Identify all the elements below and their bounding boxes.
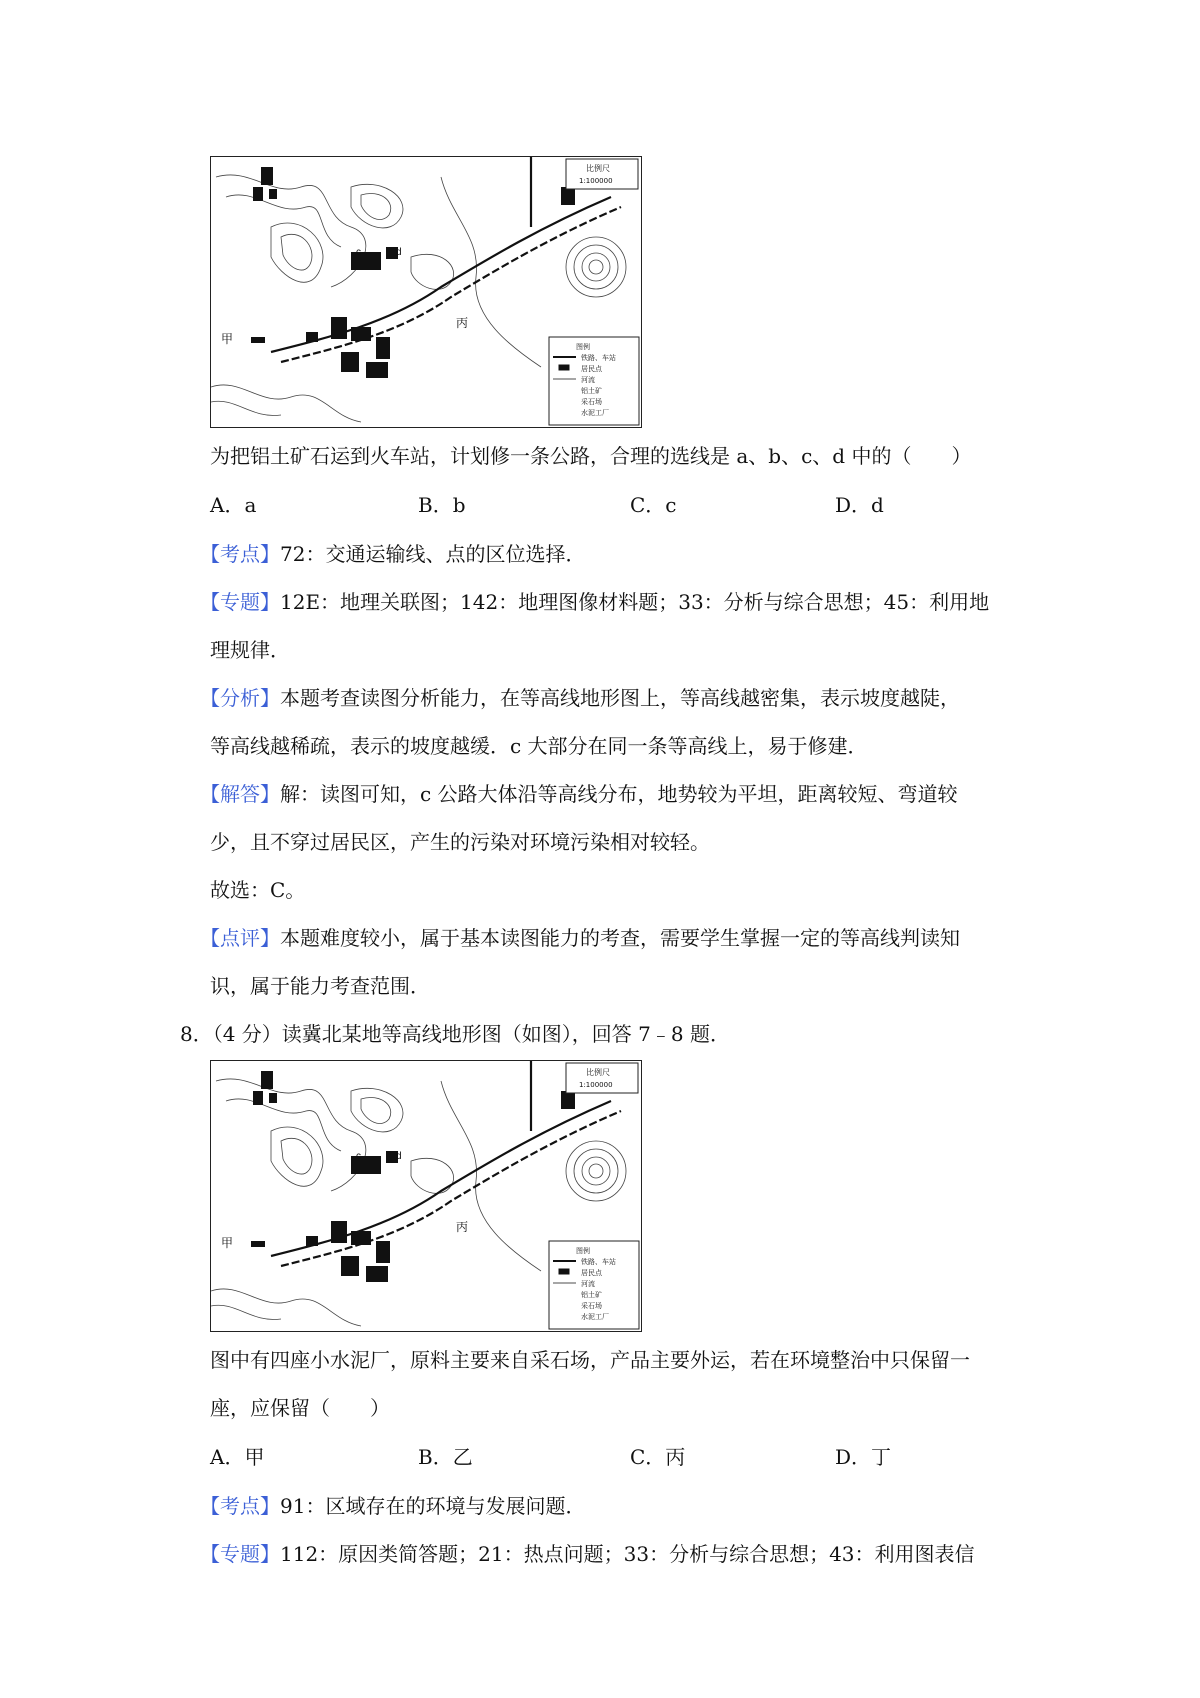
q8-kaodian-tag: 考点 <box>220 1494 260 1518</box>
q8-kaodian-text: 91：区域存在的环境与发展问题． <box>280 1494 586 1518</box>
map-label-jia: 甲 <box>221 332 234 346</box>
q8-header: 8．（4 分）读冀北某地等高线地形图（如图），回答 7﹣8 题． <box>180 1022 730 1046</box>
legend-title: 图例 <box>576 343 590 351</box>
q8-zhuanti-text: 112：原因类简答题；21：热点问题；33：分析与综合思想；43：利用图表信 <box>280 1542 975 1566</box>
q7-option-d[interactable]: D．d <box>835 493 884 517</box>
map2-label-jia: 甲 <box>221 1236 234 1250</box>
q8-zhuanti: 【专题】112：原因类简答题；21：热点问题；33：分析与综合思想；43：利用图表信 <box>200 1542 975 1566</box>
q7-dianping-cont: 识，属于能力考查范围． <box>210 974 430 998</box>
map2-label-c: c <box>356 1151 361 1162</box>
jieda-text: 解：读图可知，c 公路大体沿等高线分布，地势较为平坦，距离较短、弯道较 <box>280 782 958 806</box>
legend2-settlement: 居民点 <box>581 1269 602 1277</box>
legend-bauxite: 铝土矿 <box>581 387 602 395</box>
map-label-bing: 丙 <box>456 316 469 330</box>
map2-scale-label: 比例尺 <box>586 1068 610 1077</box>
q7-zhuanti-cont: 理规律． <box>210 638 290 662</box>
q8-option-d[interactable]: D．丁 <box>835 1445 892 1469</box>
legend-river: 河流 <box>581 376 595 384</box>
kaodian-tag: 考点 <box>220 542 260 566</box>
contour-map-figure-2 <box>210 1060 642 1332</box>
q7-jieda: 【解答】解：读图可知，c 公路大体沿等高线分布，地势较为平坦，距离较短、弯道较 <box>200 782 958 806</box>
q8-option-b[interactable]: B．乙 <box>418 1445 473 1469</box>
legend2-river: 河流 <box>581 1280 595 1288</box>
zhuanti-tag: 专题 <box>220 590 260 614</box>
legend2-title: 图例 <box>576 1247 590 1255</box>
legend-railway: 铁路、车站 <box>581 354 616 362</box>
legend2-bauxite: 铝土矿 <box>581 1291 602 1299</box>
q8-kaodian: 【考点】91：区域存在的环境与发展问题． <box>200 1494 586 1518</box>
q7-question: 为把铝土矿石运到火车站，计划修一条公路，合理的选线是 a、b、c、d 中的（ ） <box>210 444 972 468</box>
q7-option-b[interactable]: B．b <box>418 493 466 517</box>
q8-question: 图中有四座小水泥厂，原料主要来自采石场，产品主要外运，若在环境整治中只保留一 <box>210 1348 970 1372</box>
q8-question-cont: 座，应保留（ ） <box>210 1396 390 1420</box>
map-scale-value: 1:100000 <box>579 177 613 185</box>
map-label-c: c <box>356 247 361 258</box>
map2-label-d: d <box>396 1151 402 1162</box>
map-scale-label: 比例尺 <box>586 164 610 173</box>
jieda-tag: 解答 <box>220 782 260 806</box>
q7-option-c[interactable]: C．c <box>630 493 677 517</box>
legend2-cement: 水泥工厂 <box>581 1313 609 1321</box>
q8-zhuanti-tag: 专题 <box>220 1542 260 1566</box>
q7-option-a[interactable]: A．a <box>210 493 257 517</box>
legend-quarry: 采石场 <box>581 398 602 406</box>
contour-map-graphic-2 <box>211 1061 641 1331</box>
contour-map-figure <box>210 156 642 428</box>
q7-fenxi: 【分析】本题考查读图分析能力，在等高线地形图上，等高线越密集，表示坡度越陡， <box>200 686 960 710</box>
legend2-quarry: 采石场 <box>581 1302 602 1310</box>
q7-zhuanti: 【专题】12E：地理关联图；142：地理图像材料题；33：分析与综合思想；45：利用地 <box>200 590 990 614</box>
legend2-railway: 铁路、车站 <box>581 1258 616 1266</box>
dianping-text: 本题难度较小，属于基本读图能力的考查，需要学生掌握一定的等高线判读知 <box>280 926 960 950</box>
legend-settlement: 居民点 <box>581 365 602 373</box>
contour-map-graphic <box>211 157 641 427</box>
q7-kaodian: 【考点】72：交通运输线、点的区位选择． <box>200 542 586 566</box>
zhuanti-text: 12E：地理关联图；142：地理图像材料题；33：分析与综合思想；45：利用地 <box>280 590 990 614</box>
kaodian-text: 72：交通运输线、点的区位选择． <box>280 542 586 566</box>
q7-fenxi-cont: 等高线越稀疏，表示的坡度越缓．c 大部分在同一条等高线上，易于修建． <box>210 734 868 758</box>
dianping-tag: 点评 <box>220 926 260 950</box>
map-label-d: d <box>396 247 402 258</box>
q8-option-c[interactable]: C．丙 <box>630 1445 686 1469</box>
fenxi-tag: 分析 <box>220 686 260 710</box>
map2-label-bing: 丙 <box>456 1220 469 1234</box>
map2-scale-value: 1:100000 <box>579 1081 613 1089</box>
q8-option-a[interactable]: A．甲 <box>210 1445 265 1469</box>
q7-jieda-cont: 少，且不穿过居民区，产生的污染对环境污染相对较轻。 <box>210 830 710 854</box>
q7-answer: 故选：C。 <box>210 878 306 902</box>
q7-dianping: 【点评】本题难度较小，属于基本读图能力的考查，需要学生掌握一定的等高线判读知 <box>200 926 960 950</box>
fenxi-text: 本题考查读图分析能力，在等高线地形图上，等高线越密集，表示坡度越陡， <box>280 686 960 710</box>
legend-cement: 水泥工厂 <box>581 409 609 417</box>
